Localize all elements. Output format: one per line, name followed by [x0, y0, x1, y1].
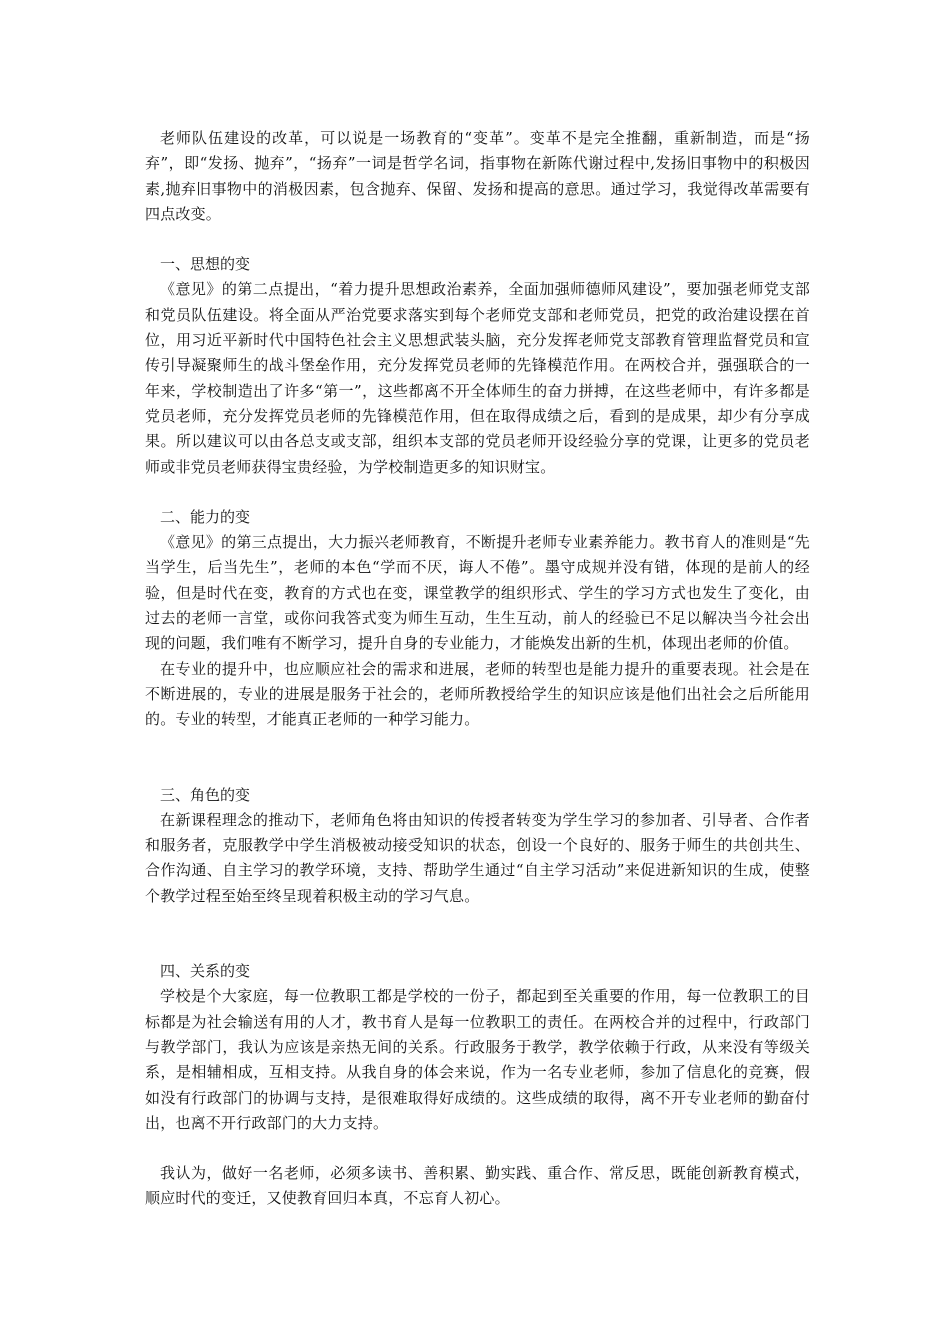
section-paragraph: 《意见》的第三点提出，大力振兴老师教育，不断提升老师专业素养能力。教书育人的准则是“先当学生，后当先生”，老师的本色“学而不厌，诲人不倦”。墨守成规并没有错，体现的是前人的经验，但是时代在变，教育的方式也在变，课堂教学的组织形式、学生的学习方式也发生了变化，由过去的老师一言堂，或你问我答式变为师生互动，生生互动，前人的经验已不足以解决当今社会出现的问题，我们唯有不断学习，提升自身的专业能力，才能焕发出新的生机，体现出老师的价值。 [145, 533, 810, 653]
intro-paragraph: 老师队伍建设的改革，可以说是一场教育的“变革”。变革不是完全推翻，重新制造，而是“扬弃”，即“发扬、抛弃”，“扬弃”一词是哲学名词，指事物在新陈代谢过程中,发扬旧事物中的积极因素,抛弃旧事物中的消极因素，包含抛弃、保留、发扬和提高的意思。通过学习，我觉得改革需要有四点改变。 [145, 129, 810, 223]
spacer [145, 227, 810, 252]
section-thought [145, 252, 810, 480]
section-paragraph: 在专业的提升中，也应顺应社会的需求和进展，老师的转型也是能力提升的重要表现。社会是在不断进展的，专业的进展是服务于社会的，老师所教授给学生的知识应该是他们出社会之后所能用的。专业的转型，才能真正老师的一种学习能力。 [145, 659, 810, 729]
spacer [145, 909, 810, 959]
section-paragraph: 在新课程理念的推动下，老师角色将由知识的传授者转变为学生学习的参加者、引导者、合作者和服务者，克服教学中学生消极被动接受知识的状态，创设一个良好的、服务于师生的共创共生、合作沟通、自主学习的教学环境，支持、帮助学生通过“自主学习活动”来促进新知识的生成，使整个教学过程至始至终呈现着积极主动的学习气息。 [145, 810, 810, 905]
section-heading: 一、思想的变 [160, 255, 251, 274]
section-relationship [145, 959, 810, 1136]
section-paragraph: 学校是个大家庭，每一位教职工都是学校的一份子，都起到至关重要的作用，每一位教职工的目标都是为社会输送有用的人才，教书育人是每一位教职工的责任。在两校合并的过程中，行政部门与教学部门，我认为应该是亲热无间的关系。行政服务于教学，教学依赖于行政，从来没有等级关系，是相辅相成，互相支持。从我自身的体会来说，作为一名专业老师，参加了信息化的竞赛，假如没有行政部门的协调与支持，是很难取得好成绩的。这些成绩的取得，离不开专业老师的勤奋付出，也离不开行政部门的大力支持。 [145, 987, 810, 1132]
document-page [145, 126, 810, 1212]
section-paragraph: 《意见》的第二点提出，“着力提升思想政治素养，全面加强师德师风建设”，要加强老师党支部和党员队伍建设。将全面从严治党要求落实到每个老师党支部和老师党员，把党的政治建设摆在首位，用习近平新时代中国特色社会主义思想武装头脑，充分发挥老师党支部教育管理监督党员和宣传引导凝聚师生的战斗堡垒作用，充分发挥党员老师的先锋模范作用。在两校合并，强强联合的一年来，学校制造出了许多“第一”，这些都离不开全体师生的奋力拼搏，在这些老师中，有许多都是党员老师，充分发挥党员老师的先锋模范作用，但在取得成绩之后，看到的是成果，却少有分享成果。所以建议可以由各总支或支部，组织本支部的党员老师开设经验分享的党课，让更多的党员老师或非党员老师获得宝贵经验，为学校制造更多的知识财宝。 [145, 280, 810, 476]
section-role [145, 783, 810, 909]
conclusion-paragraph: 我认为，做好一名老师，必须多读书、善积累、勤实践、重合作、常反思，既能创新教育模式，顺应时代的变迁，又使教育回归本真，不忘育人初心。 [145, 1164, 810, 1208]
section-heading: 四、关系的变 [160, 962, 251, 981]
spacer [145, 480, 810, 505]
section-ability [145, 505, 810, 733]
section-heading: 二、能力的变 [160, 507, 251, 526]
section-heading: 三、角色的变 [160, 785, 251, 804]
spacer [145, 733, 810, 783]
spacer [145, 1136, 810, 1161]
